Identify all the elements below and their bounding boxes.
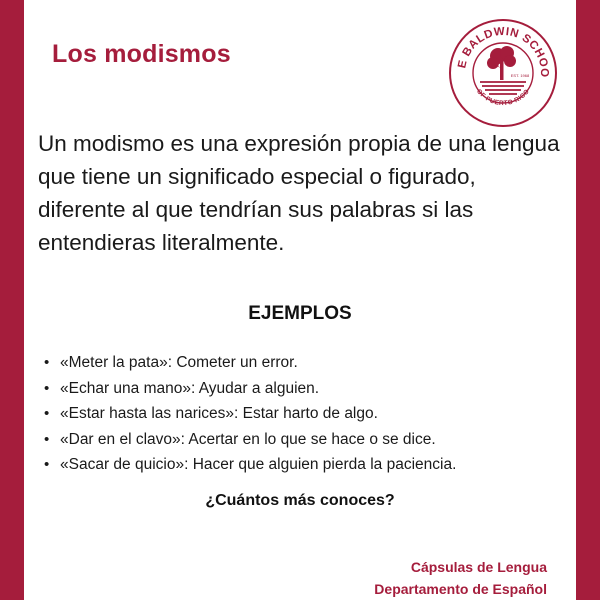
definition-paragraph: Un modismo es una expresión propia de una lengua que tiene un significado especial o figurado, diferente al que tendrían sus palabras si las entendieras literalmente.	[38, 131, 560, 255]
footer-series-name: Cápsulas de Lengua	[410, 559, 547, 575]
example-text: «Dar en el clavo»: Acertar en lo que se hace o se dice.	[60, 430, 436, 448]
example-text: «Sacar de quicio»: Hacer que alguien pierda la paciencia.	[60, 456, 457, 473]
list-item	[44, 427, 564, 453]
bullet-icon: •	[44, 379, 50, 397]
bullet-icon: •	[44, 354, 50, 371]
example-text: «Meter la pata»: Cometer un error.	[60, 354, 298, 371]
example-text: «Echar una mano»: Ayudar a alguien.	[60, 379, 320, 397]
school-seal-logo	[448, 18, 558, 128]
list-item	[44, 401, 564, 427]
examples-heading: EJEMPLOS	[248, 303, 352, 324]
page-title: Los modismos	[52, 40, 231, 68]
list-item	[44, 376, 564, 402]
bullet-icon: •	[44, 456, 50, 473]
footer-department: Departamento de Español	[374, 581, 547, 597]
closing-question: ¿Cuántos más conoces?	[205, 492, 395, 509]
svg-text:THE BALDWIN SCHOOL: E BALDWIN SCHOO	[456, 25, 551, 78]
left-border-stripe	[0, 0, 24, 600]
list-item	[44, 452, 564, 478]
right-border-stripe	[576, 0, 600, 600]
svg-text:EST. 1968: EST. 1968	[510, 73, 530, 78]
examples-list	[44, 350, 564, 478]
bullet-icon: •	[44, 405, 50, 422]
footer-credits	[374, 556, 547, 600]
bullet-icon: •	[44, 430, 50, 448]
svg-text:OF PUERTO RICO: OF PUERTO RICO	[474, 88, 532, 108]
example-text: «Estar hasta las narices»: Estar harto de algo.	[60, 405, 378, 422]
list-item	[44, 350, 564, 376]
